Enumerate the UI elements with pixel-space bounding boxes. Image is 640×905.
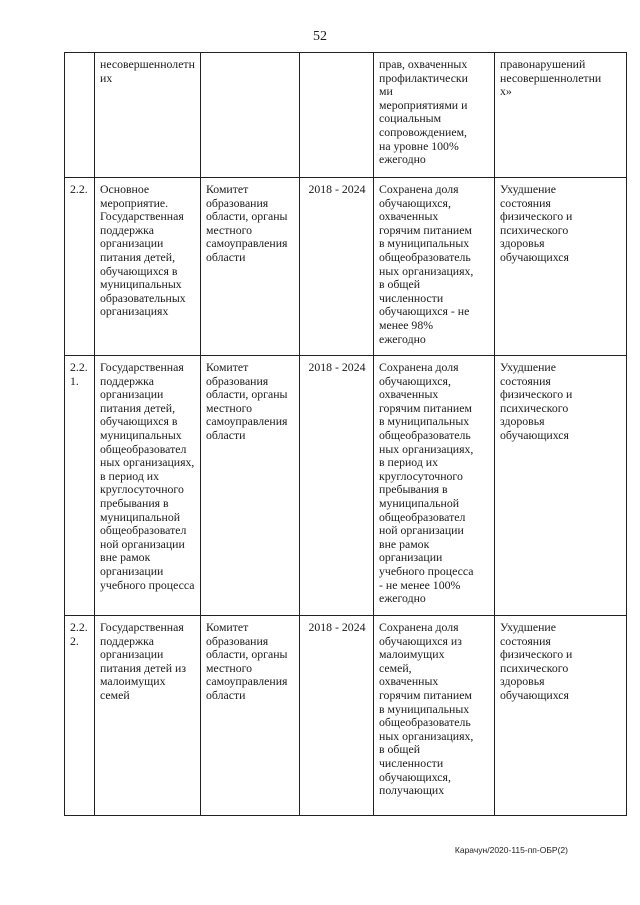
period-cell: 2018 - 2024 <box>300 178 374 356</box>
executor-cell: Комитет образования области, органы местного самоуправления области <box>201 616 300 816</box>
measure-name-cell: Государственная поддержка организации питания детей, обучающихся в муниципальных общеобразовател ных организациях, в период их круглосуточного пребывания в муниципальной общеобразовател ной организации вне рамок организации учебного процесса <box>95 356 201 616</box>
document-code: Карачун/2020-115-пп-ОБР(2) <box>454 845 568 855</box>
executor-cell: Комитет образования области, органы местного самоуправления области <box>201 178 300 356</box>
expected-result-cell: Сохранена доля обучающихся, охваченных горячим питанием в муниципальных общеобразователь ных организациях, в период их круглосуточного пребывания в муниципальной общеобразовател ной организации вне рамок организации учебного процесса - не менее 100% ежегодно <box>374 356 495 616</box>
table-row <box>65 356 627 616</box>
measure-name-cell: несовершеннолетн их <box>95 53 201 178</box>
expected-result-cell: прав, охваченных профилактически ми мероприятиями и социальным сопровождением, на уровне 100% ежегодно <box>374 53 495 178</box>
expected-result-cell: Сохранена доля обучающихся из малоимущих семей, охваченных горячим питанием в муниципальных общеобразователь ных организациях, в общей численности обучающихся, получающих <box>374 616 495 816</box>
table-row <box>65 53 627 178</box>
measure-name-cell: Основное мероприятие. Государственная поддержка организации питания детей, обучающихся в муниципальных образовательных организациях <box>95 178 201 356</box>
row-number-cell: 2.2. <box>65 178 95 356</box>
consequence-cell: Ухудшение состояния физического и психического здоровья обучающихся <box>495 356 627 616</box>
period-cell: 2018 - 2024 <box>300 616 374 816</box>
page-number: 52 <box>313 29 327 44</box>
executor-cell: Комитет образования области, органы местного самоуправления области <box>201 356 300 616</box>
consequence-cell: правонарушений несовершеннолетни х» <box>495 53 627 178</box>
row-number-cell <box>65 53 95 178</box>
consequence-cell: Ухудшение состояния физического и психического здоровья обучающихся <box>495 178 627 356</box>
consequence-cell: Ухудшение состояния физического и психического здоровья обучающихся <box>495 616 627 816</box>
period-cell: 2018 - 2024 <box>300 356 374 616</box>
period-cell <box>300 53 374 178</box>
table-row <box>65 616 627 816</box>
row-number-cell: 2.2. 1. <box>65 356 95 616</box>
executor-cell <box>201 53 300 178</box>
table-row <box>65 178 627 356</box>
row-number-cell: 2.2. 2. <box>65 616 95 816</box>
measure-name-cell: Государственная поддержка организации питания детей из малоимущих семей <box>95 616 201 816</box>
measures-table <box>64 52 627 816</box>
expected-result-cell: Сохранена доля обучающихся, охваченных горячим питанием в муниципальных общеобразователь ных организациях, в общей численности обучающихся - не менее 98% ежегодно <box>374 178 495 356</box>
